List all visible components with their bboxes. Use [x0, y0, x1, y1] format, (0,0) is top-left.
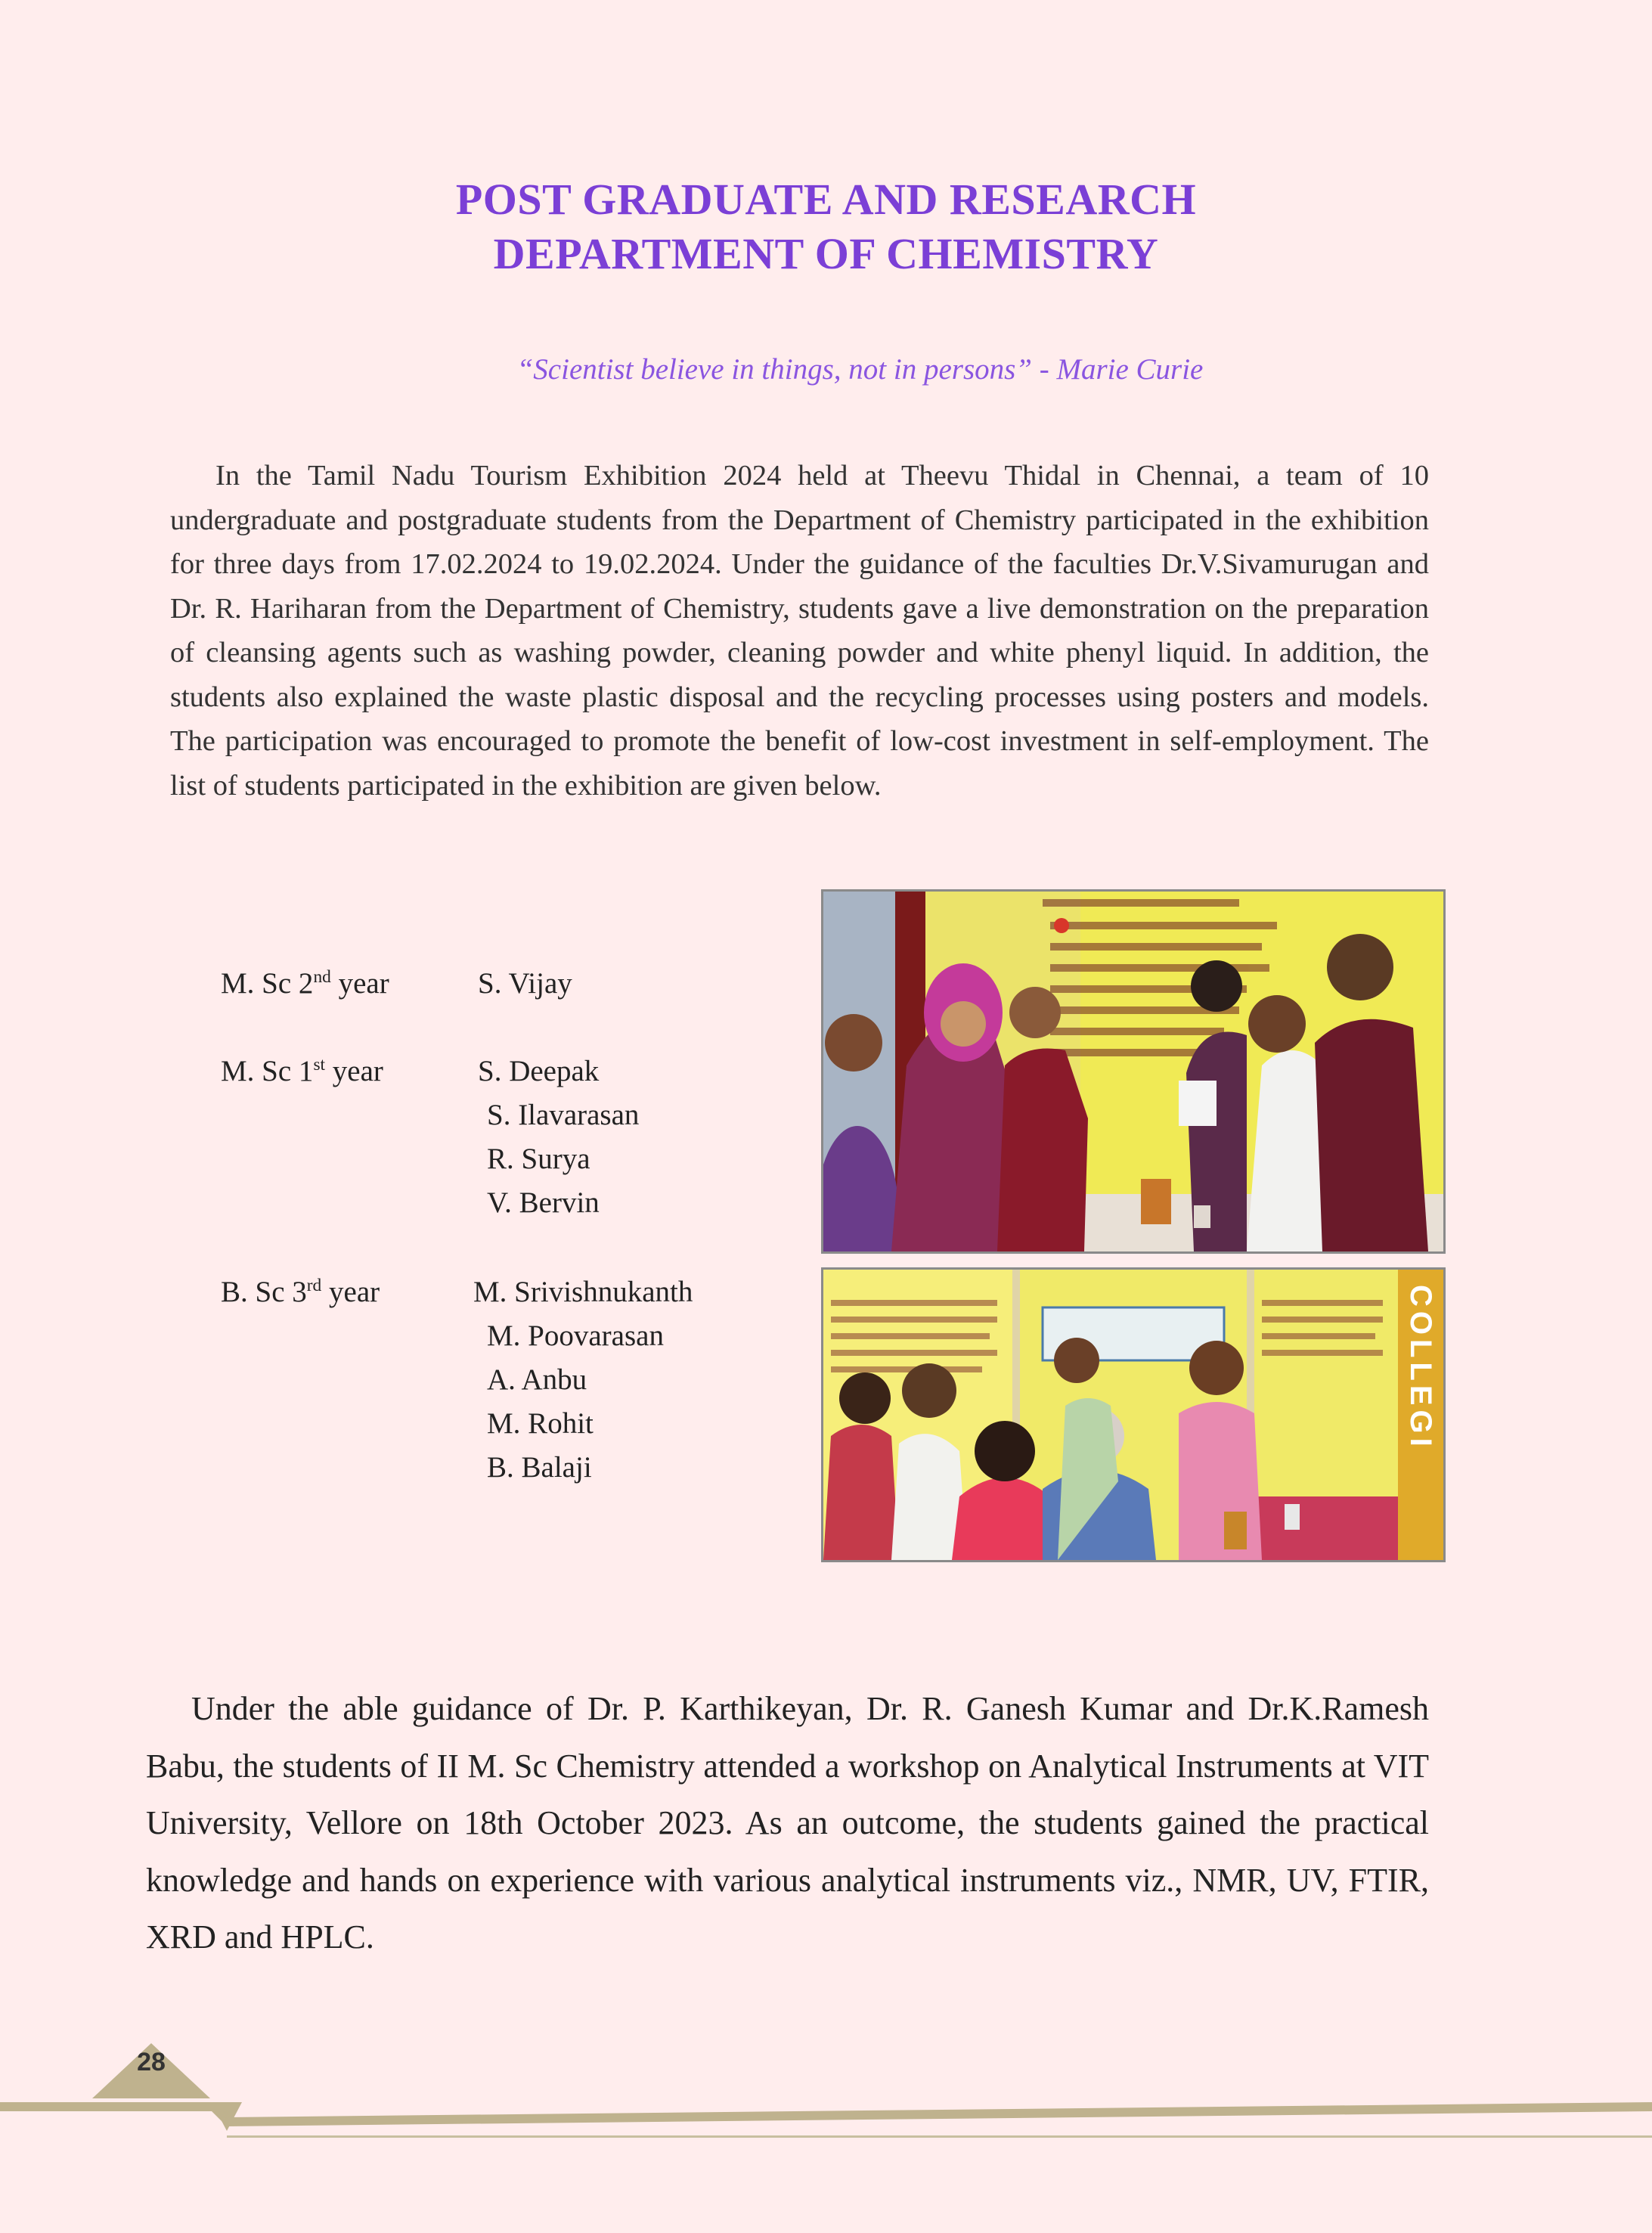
title-line-2: DEPARTMENT OF CHEMISTRY: [493, 229, 1159, 278]
student-names: [478, 1050, 639, 1225]
page-title: [0, 172, 1652, 281]
student-name: S. Ilavarasan: [487, 1099, 640, 1131]
photo-banner-text: COLLEGI: [1404, 1285, 1437, 1451]
exhibition-photo-2: [821, 1267, 1446, 1562]
student-name: R. Surya: [487, 1143, 590, 1175]
page-number: 28: [137, 2048, 166, 2076]
footer-band: [0, 2027, 1652, 2178]
course-label: M. Sc 2nd year: [221, 967, 389, 1000]
quote: “Scientist believe in things, not in persons” - Marie Curie: [516, 353, 1204, 386]
course-label: M. Sc 1st year: [221, 1055, 383, 1087]
student-name: S. Vijay: [478, 967, 572, 1000]
student-names: [473, 1270, 693, 1490]
title-line-1: POST GRADUATE AND RESEARCH: [455, 175, 1197, 224]
student-name: S. Deepak: [478, 1055, 600, 1087]
intro-paragraph: In the Tamil Nadu Tourism Exhibition 2024 held at Theevu Thidal in Chennai, a team of 10 undergraduate and postgraduate students from the Department of Chemistry participated in the exhibition for three days from 17.02.2024 to 19.02.2024. Under the guidance of the faculties Dr.V.Sivamurugan and Dr. R. Hariharan from the Department of Chemistry, students gave a live demonstration on the preparation of cleansing agents such as washing powder, cleaning powder and white phenyl liquid. In addition, the students also explained the waste plastic disposal and the recycling processes using posters and models. The participation was encouraged to promote the benefit of low-cost investment in self-employment. The list of students participated in the exhibition are given below.: [170, 460, 1429, 802]
student-name: B. Balaji: [487, 1451, 592, 1484]
photo-illustration: [823, 1270, 1443, 1560]
student-names: [478, 962, 572, 1006]
student-name: V. Bervin: [487, 1186, 600, 1219]
student-name: M. Srivishnukanth: [473, 1276, 693, 1308]
workshop-paragraph: Under the able guidance of Dr. P. Karthikeyan, Dr. R. Ganesh Kumar and Dr.K.Ramesh Babu, the students of II M. Sc Chemistry attended a workshop on Analytical Instruments at VIT University, Vellore on 18th October 2023. As an outcome, the students gained the practical knowledge and hands on experience with various analytical instruments viz., NMR, UV, FTIR, XRD and HPLC.: [146, 1690, 1429, 1955]
student-name: M. Poovarasan: [487, 1320, 664, 1352]
course-label: B. Sc 3rd year: [221, 1276, 380, 1308]
exhibition-photo-1: [821, 889, 1446, 1254]
photo-illustration: [823, 892, 1443, 1251]
student-name: M. Rohit: [487, 1407, 594, 1440]
student-name: A. Anbu: [487, 1363, 587, 1396]
